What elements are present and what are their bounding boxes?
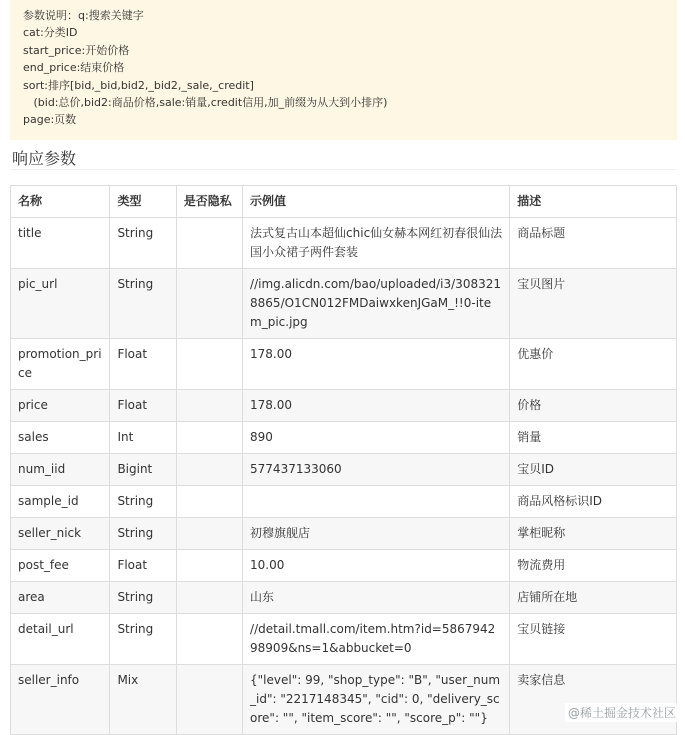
cell-description: 销量 <box>510 422 677 454</box>
header-name: 名称 <box>11 186 110 218</box>
cell-type: Bigint <box>110 454 176 486</box>
cell-example: 10.00 <box>243 550 510 582</box>
cell-private <box>176 422 242 454</box>
cell-description: 掌柜昵称 <box>510 518 677 550</box>
cell-name: pic_url <box>11 269 110 339</box>
cell-name: post_fee <box>11 550 110 582</box>
cell-description: 宝贝图片 <box>510 269 677 339</box>
cell-example: 初穆旗舰店 <box>243 518 510 550</box>
cell-private <box>176 550 242 582</box>
table-row <box>11 582 677 614</box>
cell-example <box>243 486 510 518</box>
section-title: 响应参数 <box>12 149 77 168</box>
note-line: 参数说明：q:搜索关键字 <box>23 9 144 22</box>
cell-private <box>176 486 242 518</box>
table-row <box>11 665 677 735</box>
table-row <box>11 269 677 339</box>
cell-type: Float <box>110 339 176 390</box>
cell-private <box>176 269 242 339</box>
cell-private <box>176 582 242 614</box>
cell-type: Mix <box>110 665 176 735</box>
cell-description: 宝贝链接 <box>510 614 677 665</box>
cell-description: 宝贝ID <box>510 454 677 486</box>
table-row <box>11 422 677 454</box>
cell-type: Float <box>110 390 176 422</box>
cell-name: num_iid <box>11 454 110 486</box>
cell-name: area <box>11 582 110 614</box>
cell-example: //detail.tmall.com/item.htm?id=586794298909&ns=1&abbucket=0 <box>243 614 510 665</box>
section-divider <box>10 169 677 170</box>
cell-example: 法式复古山本超仙chic仙女赫本网红初春很仙法国小众裙子两件套装 <box>243 218 510 269</box>
cell-name: seller_nick <box>11 518 110 550</box>
cell-private <box>176 665 242 735</box>
table-row <box>11 518 677 550</box>
cell-description: 店铺所在地 <box>510 582 677 614</box>
cell-private <box>176 454 242 486</box>
cell-private <box>176 518 242 550</box>
watermark: @稀土掘金技术社区 <box>565 703 679 722</box>
cell-description: 优惠价 <box>510 339 677 390</box>
note-line: page:页数 <box>23 113 77 127</box>
cell-description: 商品标题 <box>510 218 677 269</box>
table-row <box>11 454 677 486</box>
parameter-notes <box>10 0 677 140</box>
cell-type: String <box>110 218 176 269</box>
table-row <box>11 339 677 390</box>
table-header-row <box>11 186 677 218</box>
cell-example: //img.alicdn.com/bao/uploaded/i3/3083218865/O1CN012FMDaiwxkenJGaM_!!0-item_pic.jpg <box>243 269 510 339</box>
cell-example: 山东 <box>243 582 510 614</box>
cell-name: title <box>11 218 110 269</box>
cell-example: 577437133060 <box>243 454 510 486</box>
cell-description: 价格 <box>510 390 677 422</box>
table-row <box>11 218 677 269</box>
cell-type: Int <box>110 422 176 454</box>
cell-description: 卖家信息 <box>510 665 677 735</box>
cell-name: sales <box>11 422 110 454</box>
cell-name: price <box>11 390 110 422</box>
cell-name: sample_id <box>11 486 110 518</box>
note-line: start_price:开始价格 <box>23 43 130 57</box>
cell-private <box>176 390 242 422</box>
response-params-table <box>10 185 677 735</box>
header-private: 是否隐私 <box>176 186 242 218</box>
cell-private <box>176 218 242 269</box>
cell-private <box>176 614 242 665</box>
cell-type: String <box>110 582 176 614</box>
table-row <box>11 550 677 582</box>
cell-example: {"level": 99, "shop_type": "B", "user_num_id": "2217148345", "cid": 0, "delivery_score": "", "item_score": "", "score_p": ""} <box>243 665 510 735</box>
cell-example: 890 <box>243 422 510 454</box>
table-row <box>11 614 677 665</box>
cell-type: String <box>110 269 176 339</box>
cell-name: detail_url <box>11 614 110 665</box>
cell-type: String <box>110 518 176 550</box>
cell-name: promotion_price <box>11 339 110 390</box>
header-description: 描述 <box>510 186 677 218</box>
note-line: end_price:结束价格 <box>23 61 125 75</box>
cell-type: String <box>110 486 176 518</box>
note-line: cat:分类ID <box>23 26 78 40</box>
cell-name: seller_info <box>11 665 110 735</box>
cell-description: 物流费用 <box>510 550 677 582</box>
header-example: 示例值 <box>243 186 510 218</box>
table-row <box>11 486 677 518</box>
cell-example: 178.00 <box>243 390 510 422</box>
header-type: 类型 <box>110 186 176 218</box>
cell-example: 178.00 <box>243 339 510 390</box>
note-line: (bid:总价,bid2:商品价格,sale:销量,credit信用,加_前缀为从大到小排序) <box>23 96 388 110</box>
table-row <box>11 390 677 422</box>
cell-type: Float <box>110 550 176 582</box>
note-line: sort:排序[bid,_bid,bid2,_bid2,_sale,_credit] <box>23 78 254 92</box>
cell-private <box>176 339 242 390</box>
cell-description: 商品风格标识ID <box>510 486 677 518</box>
cell-type: String <box>110 614 176 665</box>
